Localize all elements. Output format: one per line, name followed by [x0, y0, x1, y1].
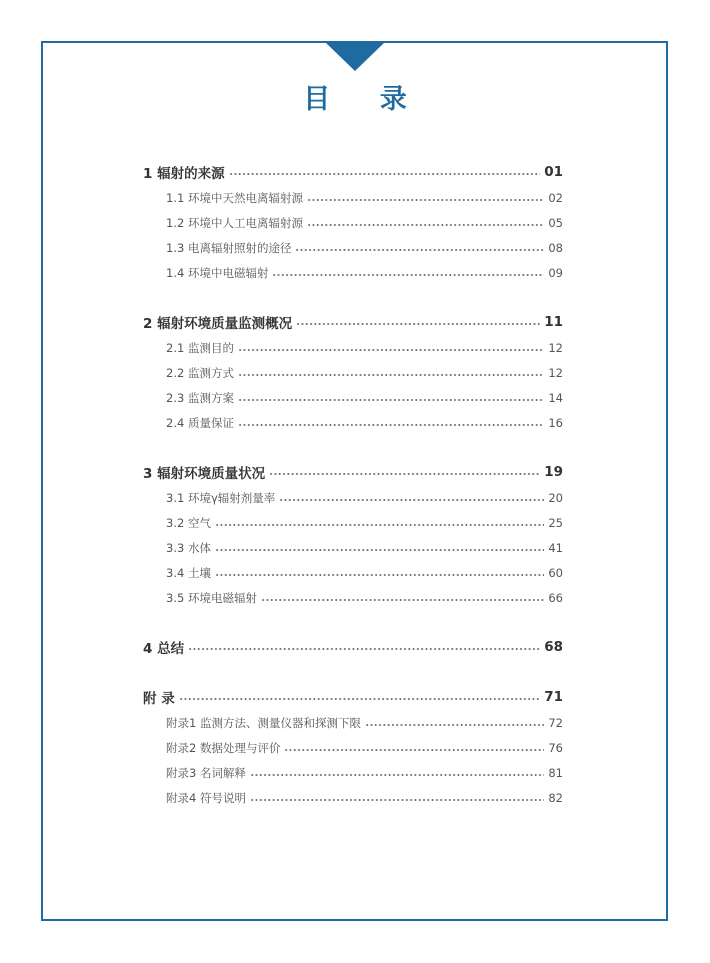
dot-leader — [279, 499, 544, 501]
toc-section-4[interactable] — [0, 638, 563, 656]
toc-page-number: 66 — [548, 591, 563, 605]
toc-item-appendix-2[interactable] — [0, 739, 563, 757]
toc-section-label: 2 辐射环境质量监测概况 — [143, 316, 293, 332]
toc-page-number: 71 — [544, 689, 563, 705]
toc-item-label: 附录2 数据处理与评价 — [166, 741, 281, 755]
toc-item-3-1[interactable] — [0, 489, 563, 507]
toc-page-number: 76 — [548, 741, 563, 755]
toc-page-number: 72 — [548, 716, 563, 730]
dot-leader — [272, 274, 544, 276]
toc-page-number: 08 — [548, 241, 563, 255]
toc-page-number: 16 — [548, 416, 563, 430]
dot-leader — [295, 249, 544, 251]
toc-item-2-3[interactable] — [0, 389, 563, 407]
toc-section-label: 3 辐射环境质量状况 — [143, 466, 266, 482]
toc-item-label: 3.1 环境γ辐射剂量率 — [166, 491, 276, 505]
toc-section-2[interactable] — [0, 313, 563, 331]
toc-page-number: 12 — [548, 366, 563, 380]
toc-page-number: 68 — [544, 639, 563, 655]
toc-page-number: 11 — [544, 314, 563, 330]
toc-page-number: 41 — [548, 541, 563, 555]
toc-section-1[interactable] — [0, 163, 563, 181]
dot-leader — [238, 349, 544, 351]
toc-item-2-2[interactable] — [0, 364, 563, 382]
toc-item-label: 2.3 监测方案 — [166, 391, 234, 405]
toc-page-number: 12 — [548, 341, 563, 355]
dot-leader — [307, 199, 544, 201]
dot-leader — [215, 524, 544, 526]
toc-item-label: 1.4 环境中电磁辐射 — [166, 266, 269, 280]
toc-item-1-3[interactable] — [0, 239, 563, 257]
toc-item-appendix-1[interactable] — [0, 714, 563, 732]
dot-leader — [296, 323, 540, 325]
toc-page-number: 02 — [548, 191, 563, 205]
toc-page-number: 25 — [548, 516, 563, 530]
toc-page-number: 19 — [544, 464, 563, 480]
toc-page-number: 20 — [548, 491, 563, 505]
toc-item-label: 1.1 环境中天然电离辐射源 — [166, 191, 303, 205]
toc-item-3-5[interactable] — [0, 589, 563, 607]
dot-leader — [238, 424, 544, 426]
toc-section-label: 1 辐射的来源 — [143, 166, 225, 182]
toc-page-number: 82 — [548, 791, 563, 805]
toc-item-label: 附录4 符号说明 — [166, 791, 246, 805]
toc-page-number: 01 — [544, 164, 563, 180]
toc-item-label: 2.4 质量保证 — [166, 416, 234, 430]
dot-leader — [307, 224, 544, 226]
dot-leader — [215, 549, 544, 551]
toc-page-number: 05 — [548, 216, 563, 230]
dot-leader — [261, 599, 544, 601]
dot-leader — [250, 799, 544, 801]
toc-page-number: 81 — [548, 766, 563, 780]
toc-item-label: 2.1 监测目的 — [166, 341, 234, 355]
toc-page-number: 09 — [548, 266, 563, 280]
dot-leader — [365, 724, 544, 726]
toc-item-2-1[interactable] — [0, 339, 563, 357]
dot-leader — [215, 574, 544, 576]
page-title: 目 录 — [303, 84, 427, 115]
toc-item-1-4[interactable] — [0, 264, 563, 282]
dot-leader — [179, 698, 541, 700]
toc-section-label: 4 总结 — [143, 641, 185, 657]
toc-section-label: 附 录 — [143, 691, 175, 707]
toc-item-3-2[interactable] — [0, 514, 563, 532]
toc-page-number: 60 — [548, 566, 563, 580]
toc-item-3-3[interactable] — [0, 539, 563, 557]
toc-item-label: 附录3 名词解释 — [166, 766, 246, 780]
toc-item-1-1[interactable] — [0, 189, 563, 207]
top-notch-triangle — [326, 43, 384, 71]
dot-leader — [269, 473, 540, 475]
dot-leader — [229, 173, 541, 175]
dot-leader — [284, 749, 544, 751]
toc-item-label: 3.2 空气 — [166, 516, 211, 530]
toc-item-appendix-3[interactable] — [0, 764, 563, 782]
toc-item-label: 2.2 监测方式 — [166, 366, 234, 380]
toc-item-label: 3.3 水体 — [166, 541, 211, 555]
toc-item-label: 1.3 电离辐射照射的途径 — [166, 241, 292, 255]
dot-leader — [238, 374, 544, 376]
toc-section-appendix[interactable] — [0, 688, 563, 706]
toc-section-3[interactable] — [0, 463, 563, 481]
dot-leader — [250, 774, 544, 776]
dot-leader — [188, 648, 540, 650]
toc-item-2-4[interactable] — [0, 414, 563, 432]
toc-item-3-4[interactable] — [0, 564, 563, 582]
toc-item-label: 1.2 环境中人工电离辐射源 — [166, 216, 303, 230]
toc-item-1-2[interactable] — [0, 214, 563, 232]
toc-item-label: 附录1 监测方法、测量仪器和探测下限 — [166, 716, 361, 730]
toc-item-label: 3.4 土壤 — [166, 566, 211, 580]
dot-leader — [238, 399, 544, 401]
toc-item-label: 3.5 环境电磁辐射 — [166, 591, 257, 605]
toc-page-number: 14 — [548, 391, 563, 405]
toc-item-appendix-4[interactable] — [0, 789, 563, 807]
